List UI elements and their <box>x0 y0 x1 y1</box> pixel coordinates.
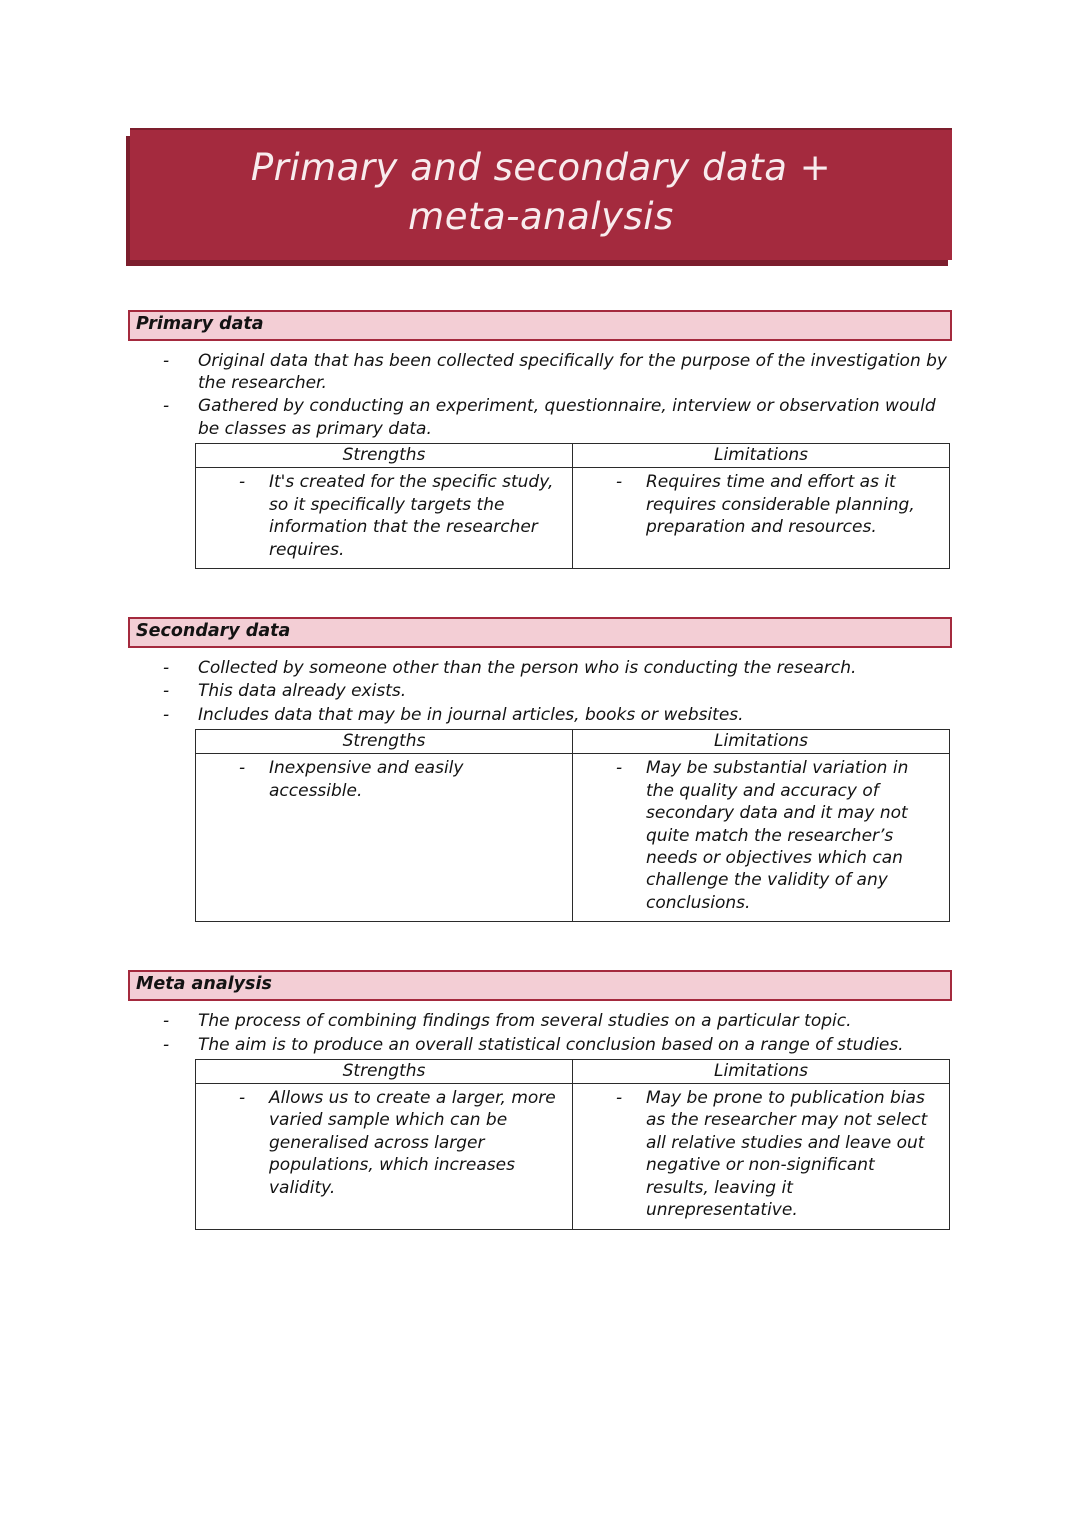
strengths-limitations-table <box>195 1059 950 1230</box>
section-header-meta-analysis <box>128 970 952 1001</box>
table-body-row <box>196 1084 950 1230</box>
section-heading-text: Secondary data <box>136 621 291 642</box>
strengths-cell <box>196 1084 573 1230</box>
section-meta-analysis <box>128 970 952 1229</box>
strengths-cell <box>196 754 573 922</box>
bullet-list <box>128 350 952 441</box>
limitations-column-header: Limitations <box>573 730 950 754</box>
cell-bullet <box>202 1087 562 1199</box>
bullet-item <box>163 395 952 440</box>
bullet-item <box>163 1010 952 1032</box>
cell-bullet <box>202 757 562 802</box>
limitations-column-header: Limitations <box>573 1060 950 1084</box>
title-banner <box>130 130 952 260</box>
strengths-limitations-table <box>195 729 950 922</box>
bullet-list <box>128 657 952 726</box>
bullet-text: - Includes data that may be in journal articles, books or websites. <box>198 704 744 725</box>
cell-bullet <box>579 471 939 538</box>
bullet-text: - May be prone to publication bias as the researcher may not select all relative studies and leave out negative or non-significant results, leaving it unrepresentative. <box>646 1088 928 1221</box>
strengths-column-header: Strengths <box>196 730 573 754</box>
section-primary-data <box>128 310 952 569</box>
bullet-list <box>128 1010 952 1056</box>
limitations-cell <box>573 1084 950 1230</box>
page-title: Primary and secondary data + meta-analysis <box>250 146 832 238</box>
cell-bullet <box>579 757 939 914</box>
table-body-row <box>196 468 950 569</box>
section-header-primary-data <box>128 310 952 341</box>
bullet-text: - Requires time and effort as it requires considerable planning, preparation and resources. <box>646 472 915 538</box>
bullet-text: - The process of combining findings from several studies on a particular topic. <box>198 1011 852 1032</box>
bullet-text: - Original data that has been collected specifically for the purpose of the investigation by the researcher. <box>198 350 947 393</box>
limitations-column-header: Limitations <box>573 444 950 468</box>
bullet-text: - Inexpensive and easily accessible. <box>269 758 464 801</box>
bullet-text: - May be substantial variation in the quality and accuracy of secondary data and it may not quite match the researcher’s needs or objectives which can challenge the validity of any conclusions. <box>646 758 909 913</box>
section-header-secondary-data <box>128 617 952 648</box>
bullet-text: - The aim is to produce an overall statistical conclusion based on a range of studies. <box>198 1034 904 1055</box>
bullet-text: - Gathered by conducting an experiment, questionnaire, interview or observation would be classes as primary data. <box>198 396 936 439</box>
bullet-item <box>163 1034 952 1056</box>
strengths-column-header: Strengths <box>196 444 573 468</box>
section-heading-text: Meta analysis <box>136 974 272 995</box>
cell-bullet <box>579 1087 939 1222</box>
strengths-limitations-table <box>195 443 950 569</box>
strengths-cell <box>196 468 573 569</box>
section-secondary-data <box>128 617 952 922</box>
bullet-text: - Allows us to create a larger, more varied sample which can be generalised across larger populations, which increases validity. <box>269 1088 556 1198</box>
bullet-item <box>163 704 952 726</box>
bullet-text: - This data already exists. <box>198 681 407 702</box>
table-header-row <box>196 730 950 754</box>
table-body-row <box>196 754 950 922</box>
section-heading-text: Primary data <box>136 313 264 334</box>
strengths-column-header: Strengths <box>196 1060 573 1084</box>
limitations-cell <box>573 754 950 922</box>
bullet-text: - It's created for the specific study, so it specifically targets the information that the researcher requires. <box>269 472 554 560</box>
table-header-row <box>196 444 950 468</box>
cell-bullet <box>202 471 562 561</box>
bullet-item <box>163 350 952 395</box>
limitations-cell <box>573 468 950 569</box>
bullet-text: - Collected by someone other than the person who is conducting the research. <box>198 657 857 678</box>
bullet-item <box>163 657 952 679</box>
table-header-row <box>196 1060 950 1084</box>
bullet-item <box>163 680 952 702</box>
